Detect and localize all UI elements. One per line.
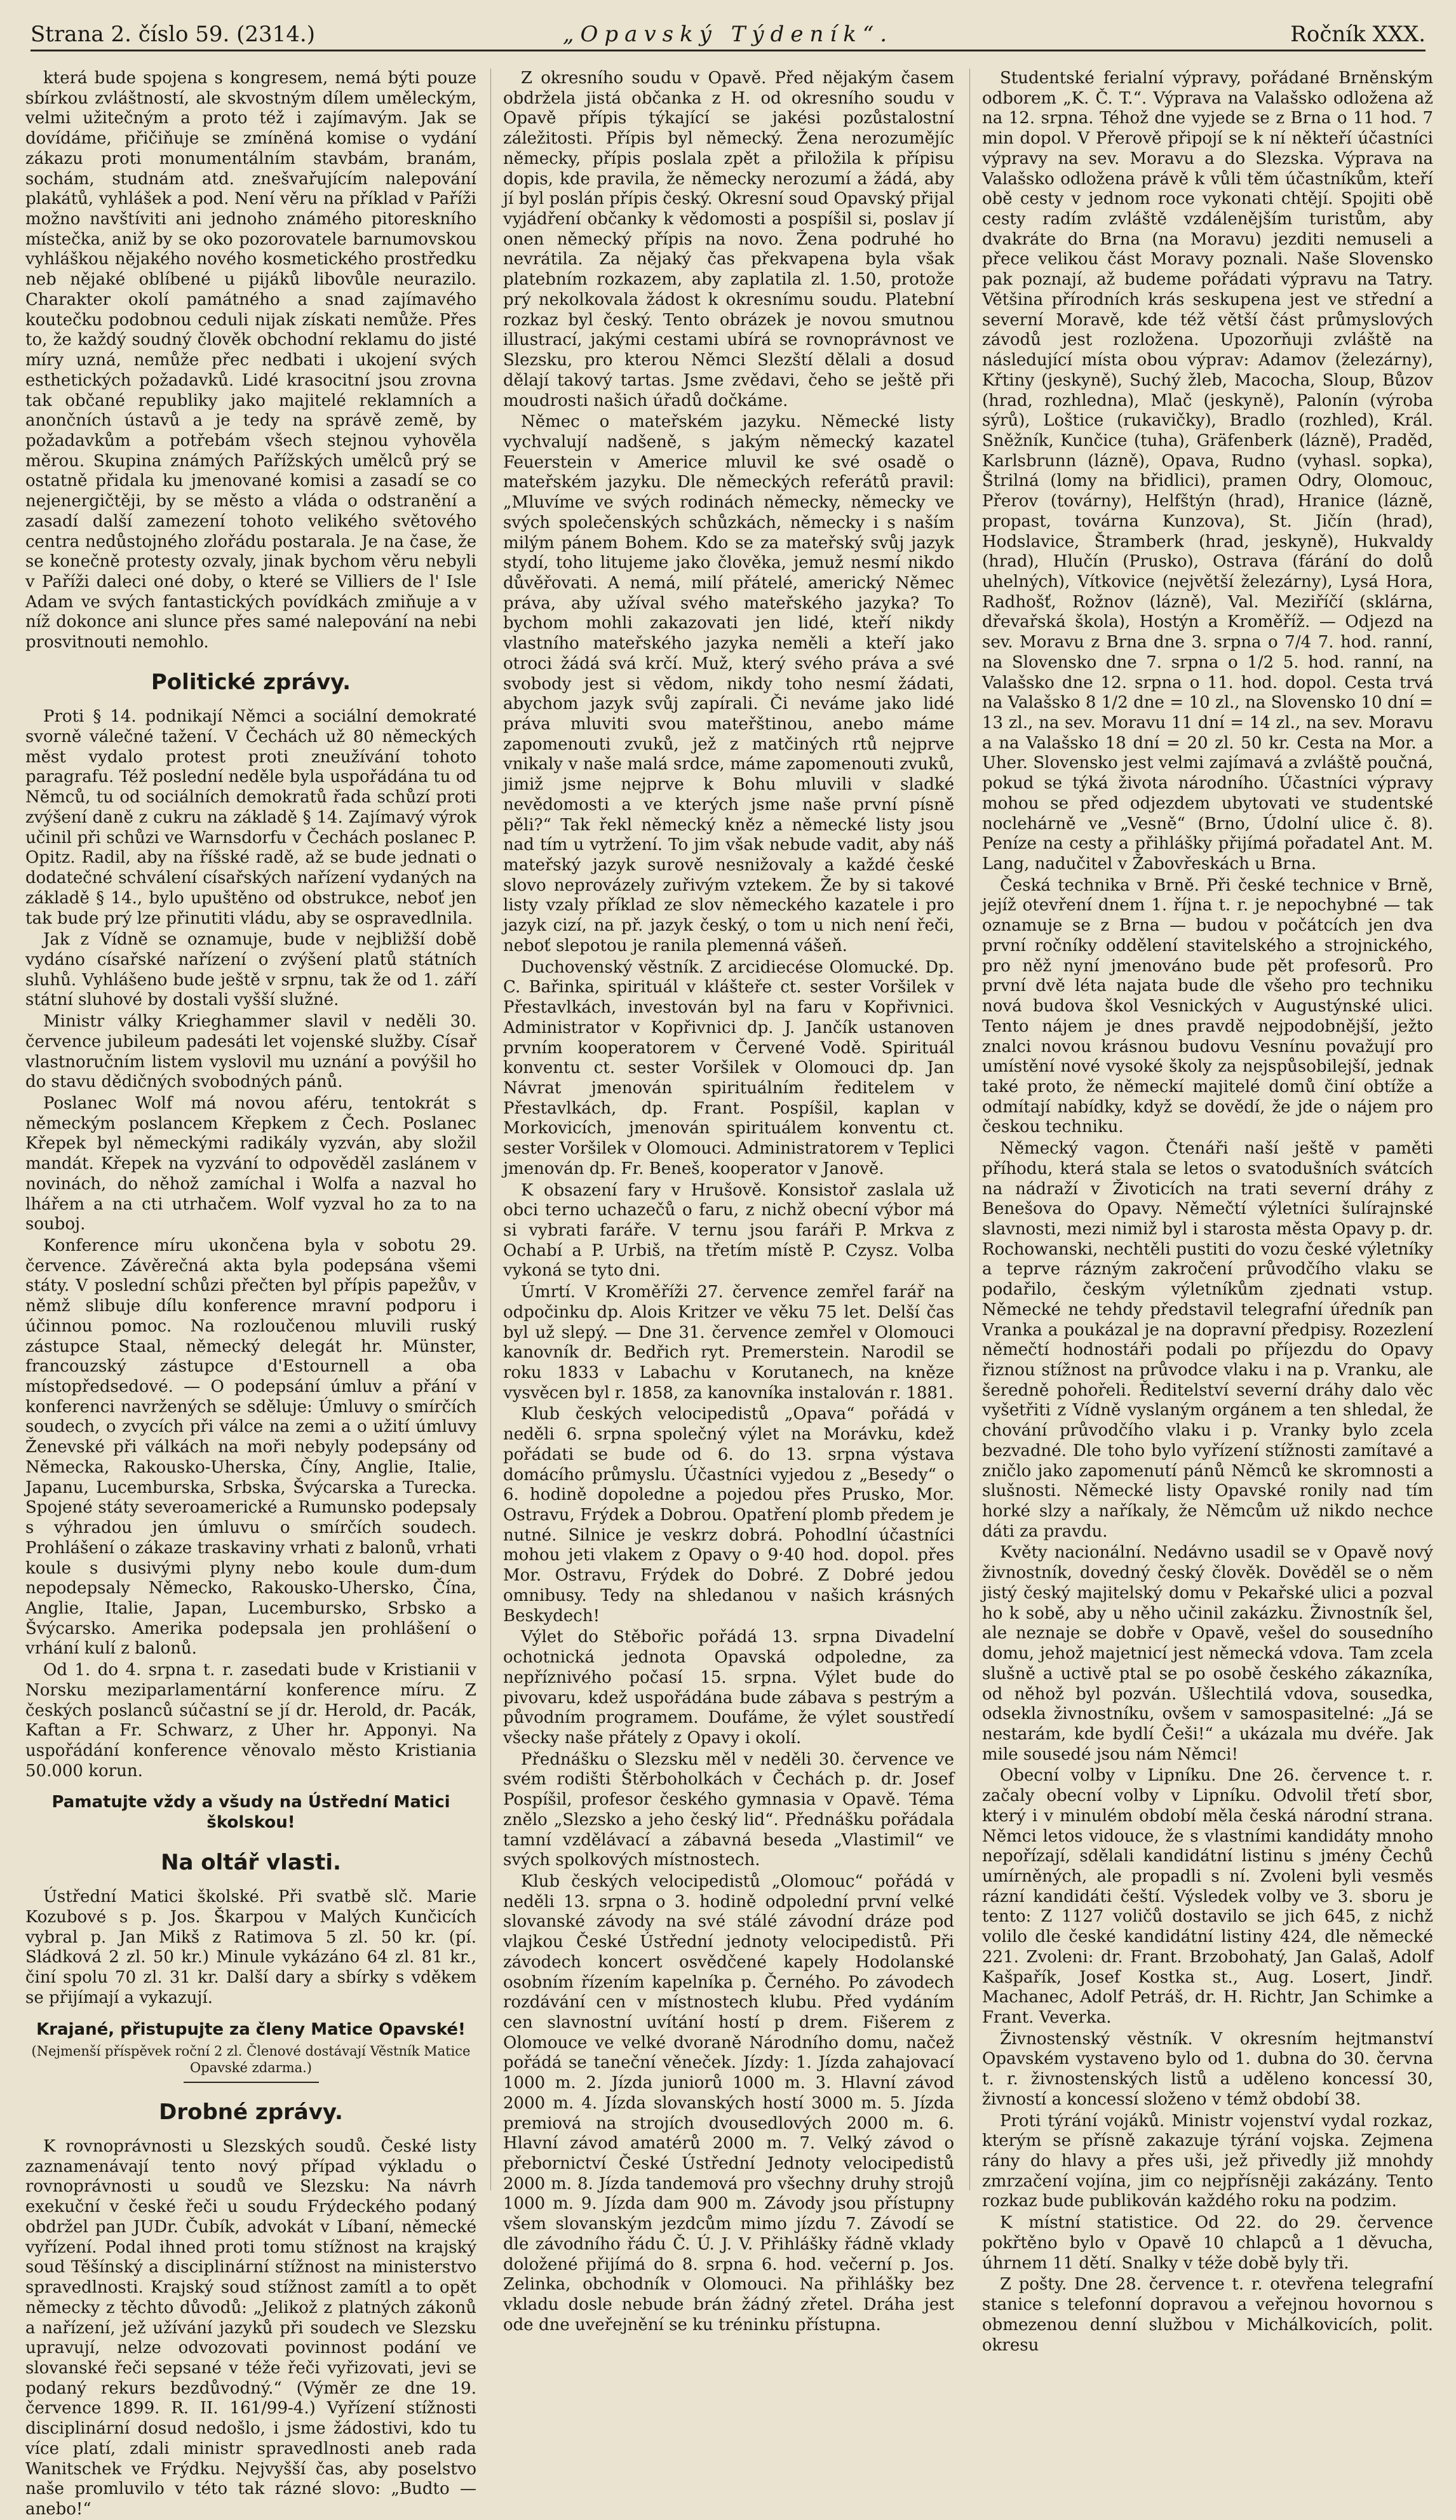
column-2 bbox=[503, 69, 954, 2335]
section-title-politics: Politické zprávy. bbox=[151, 669, 351, 695]
matice-banner: Pamatujte vždy a všudy na Ústřední Matici školskou! bbox=[51, 1793, 450, 1833]
article-paragraph: Klub českých velocipedistů „Opava“ pořádá v neděli 6. srpna společný výlet na Morávku, kdež pořádati se bude od 6. do 13. srpna výstava domácího průmyslu. Účastníci vyjedou z „Besedy“ o 6. hodině dopoledne a pojedou přes Prusko, Mor. Ostravu, Frýdek a Dobrou. Opatření plomb předem je nutné. Silnice je veskrz dobrá. Pohodlní účastníci mohou jeti vlakem z Opavy o 9·40 hod. dopol. přes Mor. Ostravu, Frýdek do Dobré. Z Dobré jedou omnibusy. Tedy na shledanou v našich krásných Beskydech! bbox=[503, 1405, 954, 1626]
article-paragraph: Klub českých velocipedistů „Olomouc“ pořádá v neděli 13. srpna o 3. hodině odpolední první velké slovanské závody na své stálé závodní dráze pod vlajkou České Ústřední jednoty velocipedistů. Při závodech koncert osvědčené kapely Hodolanské osobním řízením kapelníka p. Černého. Po závodech rozdávání cen v místnostech klubu. Před vydáním cen slavnostní uvítání hostí p drem. Fišerem z Olomouce ve velké dvoraně Národního domu, načež pořádá se taneční věneček. Jízdy: 1. Jízda zahajovací 1000 m. 2. Jízda juniorů 1000 m. 3. Hlavní závod 2000 m. 4. Jízda slovanských hostí 3000 m. 5. Jízda premiová na strojích dvousedlových 2000 m. 6. Hlavní závod amatérů 2000 m. 7. Velký závod o přebornictví České Ústřední Jednoty velocipedistů 2000 m. 8. Jízda tandemová pro všechny druhy strojů 1000 m. 9. Jízda dam 900 m. Závody jsou přístupny všem slovanským jezdcům mimo jízdu 7. Závodí se dle závodního řádu Č. Ú. J. V. Přihlášky řádně vklady doložené přijímá do 8. srpna 6. hod. večerní p. Jos. Zelinka, obchodník v Olomouci. Na přihlášky bez vkladu dosle nebude brán žádný zřetel. Dráha jest ode dne uveřejnění se ku tréninku přístupna. bbox=[503, 1871, 954, 2335]
volume-number: Ročník XXX. bbox=[1290, 22, 1426, 47]
article-paragraph: Studentské ferialní výpravy, pořádané Brněnským odborem „K. Č. T.“. Výprava na Valašsko odložena až na 12. srpna. Téhož dne vyjede se z Brna o 11 hod. 7 min dopol. V Přerově připojí se k ní někteří účastníci výpravy na sev. Moravu a do Slezska. Výprava na Valašsko odložena právě k vůli těm účastníkům, kteří obě cesty v jednom roce vykonati chtějí. Spojiti obě cesty radím zvláště vzdálenějším turistům, aby dvakráte do Brna (na Moravu) jezditi nemuseli a přece velikou část Moravy poznali. Naše Slovensko pak poznají, až budeme pořádati výpravu na Tatry. Většina přírodních krás seskupena jest ve střední a severní Moravě, kde též větší část průmyslových závodů jest rozložena. Upozorňuji zvláště na následující místa obou výprav: Adamov (železárny), Křtiny (jeskyně), Suchý žleb, Macocha, Sloup, Bůzov (hrad, rozhledna), Mlač (jeskyně), Palonín (výroba sýrů), Loštice (rukavičky), Bradlo (rozhled), Král. Sněžník, Kunčice (tuha), Gräfenberk (lázně), Praděd, Karlsbrunn (lázně), Opava, Rudno (vyhasl. sopka), Štrilná (lomy na břidlici), pramen Odry, Olomouc, Přerov (továrny), Helfštýn (hrad), Hranice (lázně, propast, továrna Kunzova), St. Jičín (hrad), Hodslavice, Štramberk (hrad, jeskyně), Hukvaldy (hrad), Hlučín (Prusko), Ostrava (fárání do dolů uhelných), Vítkovice (největší železárny), Lysá Hora, Radhošť, Rožnov (lázně), Val. Meziříčí (sklárna, dřevařská škola), Hostýn a Kroměříž. — Odjezd na sev. Moravu z Brna dne 3. srpna o 7/4 7. hod. ranní, na Slovensko dne 7. srpna o 1/2 5. hod. ranní, na Valašsko dne 12. srpna o 11. hod. dopol. Cesta trvá na Valašsko 8 1/2 dne = 10 zl., na Slovensko 10 dní = 13 zl., na sev. Moravu 11 dní = 14 zl., na sev. Moravu a na Valašsko 18 dní = 20 zl. 50 kr. Cesta na Mor. a Uher. Slovensko jest velmi zajímavá a zvláště poučná, pokud se týká života národního. Účastníci výpravy mohou se před odjezdem ubytovati ve studentské noclehárně ve „Vesně“ (Brno, Údolní ulice č. 8). Peníze na cesty a přihlášky přijímá pořadatel Ant. M. Lang, nadučitel v Žabovřeskách u Brna. bbox=[982, 69, 1433, 874]
article-paragraph: K místní statistice. Od 22. do 29. července pokřtěno bylo v Opavě 10 chlapců a 1 děvucha, úhrnem 11 dětí. Snalky v téže době byly tři. bbox=[982, 2213, 1433, 2273]
article-paragraph: Ústřední Matici školské. Při svatbě slč. Marie Kozubové s p. Jos. Škarpou v Malých Kunčicích vybral p. Jan Mikš z Ratimova 5 zl. 50 kr. (pí. Sládková 2 zl. 50 kr.) Minule vykázáno 64 zl. 81 kr., činí spolu 70 zl. 31 kr. Další dary a sbírky s vděkem se přijímají a vykazují. bbox=[25, 1887, 476, 2007]
membership-note: (Nejmenší příspěvek roční 2 zl. Členové dostávají Věstník Matice Opavské zdarma.) bbox=[31, 2044, 471, 2075]
article-paragraph: Jak z Vídně se oznamuje, bude v nejbližší době vydáno císařské nařízení o zvýšení platů státních sluhů. Vyhlášeno bude ještě v srpnu, tak že od 1. září státní sluhové by dostali vyšší služné. bbox=[25, 930, 476, 1010]
membership-banner: Krajané, přistupujte za členy Matice Opavské! bbox=[36, 2019, 466, 2039]
article-paragraph: K obsazení fary v Hrušově. Konsistoř zaslala už obci terno uchazečů o faru, z nichž obecní výbor má si vybrati faráře. V ternu jsou faráři P. Mrkva z Ochabí a P. Urbiš, na třetím místě P. Czysz. Volba vykoná se tyto dni. bbox=[503, 1180, 954, 1281]
article-paragraph: Němec o mateřském jazyku. Německé listy vychvalují nadšeně, s jakým německý kazatel Feuerstein v Americe mluvil ke své osadě o mateřském jazyku. Dle německých referátů pravil: „Mluvíme ve svých rodinách německy, německy ve svých společenských schůzkách, německy i s naším milým pánem Bohem. Kdo se za mateřský svůj jazyk stydí, toho litujeme jako člověka, jemuž nesmí nikdo důvěřovati. A nemá, milí přátelé, americký Němec práva, aby užíval svého mateřského jazyka? To bychom mohli zakazovati jen lidé, kteří nikdy vlastního mateřského jazyka neměli a kteří jako otroci žádá svá krčí. Muž, který svého práva a své svobody jest si vědom, nikdy toho nesmí žádati, abychom jazyk svůj zapírali. Či neváme jako lidé práva mluviti svou mateřštinou, anebo máme zapomenouti zvuků, jež z matčiných rtů nejprve vnikaly v naše malá srdce, máme zapomenouti zvuků, jimiž jsme nejprve k Bohu mluvili v sladké nevědomosti a ve kterých jsme naše první písně pěli?“ Tak řekl německý kněz a německé listy jsou nad tím u vytržení. To jim však nebude vadit, aby náš mateřský jazyk surově nesnižovaly a každé české slovo neprovázely zuřivým vztekem. Že by si takové listy vzaly příklad ze slov německého kazatele i pro jazyk cizí, na př. jazyk český, o tom u nich není řeči, neboť slepotou je ranila plemenná vášeň. bbox=[503, 412, 954, 955]
article-paragraph: Proti týrání vojáků. Ministr vojenství vydal rozkaz, kterým se přísně zakazuje týrání vojska. Zejmena rány do hlavy a přes uši, jež přivedly již mnohdy zmrzačení vojína, jim co nejpřísněji zakázány. Tento rozkaz bude publikován každého roku na podzim. bbox=[982, 2111, 1433, 2211]
article-paragraph: Od 1. do 4. srpna t. r. zasedati bude v Kristianii v Norsku meziparlamentární konference míru. Z českých poslanců súčastní se jí dr. Herold, dr. Pacák, Kaftan a Fr. Schwarz, z Uher hr. Apponyi. Na uspořádání konference věnovalo město Kristiania 50.000 korun. bbox=[25, 1661, 476, 1781]
article-paragraph: Ministr války Krieghammer slavil v neděli 30. července jubileum padesáti let vojenské služby. Císař vlastnoručním listem vyslovil mu uznání a povýšil ho do stavu dědičných svobodných pánů. bbox=[25, 1012, 476, 1092]
section-title-news: Drobné zprávy. bbox=[159, 2099, 343, 2125]
article-paragraph: Konference míru ukončena byla v sobotu 29. července. Závěrečná akta byla podepsána všemi státy. V poslední schůzi přečten byl přípis papežův, v němž slibuje dílu konference mravní podporu i účinnou pomoc. Na rozloučenou mluvili ruský zástupce Staal, německý delegát hr. Münster, francouzský zástupce d'Estournell a oba místopředsedové. — O podepsání úmluv a přání v konferenci navržených se sděluje: Úmluvy o smírčích soudech, o zvycích při válce na zemi a o užití úmluvy Ženevské při válkách na moři nebyly podepsány od Německa, Rakousko-Uherska, Číny, Anglie, Italie, Japanu, Lucemburska, Srbska, Švýcarska a Turecka. Spojené státy severoamerické a Rumunsko podepsaly s výhradou jen úmluvu o smírčích soudech. Prohlášení o zákaze traskaviny vrhati z balonů, vrhati koule s dusivými plyny nebo koule dum-dum nepodepsaly Německo, Rakousko-Uhersko, Čína, Anglie, Italie, Japan, Lucembursko, Srbsko a Švýcarsko. Amerika podepsala jen prohlášení o vrhání kulí z balonů. bbox=[25, 1236, 476, 1659]
article-paragraph: K rovnoprávnosti u Slezských soudů. České listy zaznamenávají tento nový případ výkladu o rovnoprávnosti u soudů ve Slezsku: Na návrh exekuční v české řeči u soudu Frýdeckého podaný obdržel pan JUDr. Čubík, advokát v Líbaní, německé vyřízení. Podal ihned proti tomu stížnost na krajský soud Těšínský a disciplinární stížnost na ministerstvo spravedlnosti. Krajský soud stížnost zamítl a to opět německy z těchto důvodů: „Jelikož z platných zákonů a nařízení, jež užívání jazyků při soudech ve Slezsku upravují, nelze odvozovati povinnost podání ve slovanské řeči sepsané v téže řeči vyřizovati, jevi se podaný rekurs bezdůvodný.“ (Výměr ze dne 19. července 1899. R. II. 161/99-4.) Vyřízení stížnosti disciplinární dosud nedošlo, i jsme žádostivi, kdo tu více platí, zdali ministr spravedlnosti aneb rada Wanitschek ve Frýdku. Nejvyšší čas, aby poselstvo naše promluvilo v této tak rázné slovo: „Budto — anebo!“ bbox=[25, 2137, 476, 2519]
divider bbox=[184, 2082, 319, 2083]
article-paragraph: Květy nacionální. Nedávno usadil se v Opavě nový živnostník, dovedný český člověk. Dověděl se o něm jistý český majitelský domu v Pekařské ulici a pozval ho k sobě, aby u něho učinil zakázku. Živnostník šel, ale neznaje se dobře v Opavě, vešel do sousedního domu, jehož majetnicí jest německá vdova. Tam zcela slušně a uctivě ptal se po osobě českého zákazníka, od něhož byl pozván. Ušlechtilá vdova, sousedka, odsekla živnostníku, ovšem v samospasitelné: „Já se nestarám, kde bydlí Češi!“ a ukázala mu dvéře. Jak mile sousedé jsou nám Němci! bbox=[982, 1543, 1433, 1764]
article-paragraph: Výlet do Stěbořic pořádá 13. srpna Divadelní ochotnická jednota Opavská odpoledne, za nepříznivého počasí 15. srpna. Výlet bude do pivovaru, kdež uspořádána bude zábava s pestrým a původním programem. Doufáme, že výlet soustředí všecky naše přátely z Opavy i okolí. bbox=[503, 1627, 954, 1748]
article-paragraph: Proti § 14. podnikají Němci a sociální demokraté svorně válečné tažení. V Čechách už 80 německých měst vydalo protest proti zneužívání tohoto paragrafu. Též poslední neděle byla uspořádána tu od Němců, tu od sociálních demokratů řada schůzí proti zvýšení daně z cukru na základě § 14. Zajímavý výrok učinil při schůzi ve Warnsdorfu v Čechách poslanec P. Opitz. Radil, aby na říšské radě, až se bude jednati o dodatečné schválení císařských nařízení vydaných na základě § 14., bylo upuštěno od obstrukce, neboť jen tak bude prý lze přinutiti vládu, aby se ospravedlnila. bbox=[25, 707, 476, 928]
article-paragraph: Z okresního soudu v Opavě. Před nějakým časem obdržela jistá občanka z H. od okresního soudu v Opavě přípis týkající se jakési pozůstalostní záležitosti. Přípis byl německý. Žena nerozumějíc německy, přípis poslala zpět a přiložila k přípisu dopis, kde pravila, že německy nerozumí a žádá, aby jí byl poslán přípis český. Okresní soud Opavský přijal vyjádření občanky k vědomosti a pospíšil si, poslav jí onen německý přípis na novo. Žena podruhé ho nevrátila. Za nějaký čas překvapena byla však platebním rozkazem, aby zaplatila zl. 1.50, protože prý nekolkovala žádost k okresnímu soudu. Platební rozkaz byl český. Tento obrázek je novou smutnou illustrací, jakými cestami ubírá se rovnoprávnost ve Slezsku, pro kterou Němci Slezští dělali a dosud dělají takový tartas. Jsme zvědavi, čeho se ještě při moudrosti našich úřadů dočkáme. bbox=[503, 69, 954, 410]
column-3 bbox=[982, 69, 1433, 2355]
section-title-donations: Na oltář vlasti. bbox=[161, 1849, 341, 1875]
article-paragraph: Živnostenský věstník. V okresním hejtmanství Opavském vystaveno bylo od 1. dubna do 30. června t. r. živnostenských listů a udělenо koncessí 30, živností a koncessí složeno v témž období 38. bbox=[982, 2029, 1433, 2109]
article-paragraph: Přednášku o Slezsku měl v neděli 30. července ve svém rodišti Štěrboholkách v Čechách p. dr. Josef Pospíšil, profesor českého gymnasia v Opavě. Téma znělo „Slezsko a jeho český lid“. Přednášku pořádala tamní vzdělávací a zábavná beseda „Vlastimil“ ve svých spolkových místnostech. bbox=[503, 1749, 954, 1870]
article-paragraph: Úmrtí. V Kroměříži 27. července zemřel farář na odpočinku dp. Alois Kritzer ve věku 75 let. Delší čas byl už slepý. — Dne 31. července zemřel v Olomouci kanovník dr. Bedřich ryt. Premerstein. Narodil se roku 1833 v Labachu v Korutanech, na kněze vysvěcen byl r. 1858, za kanovníka instalován r. 1881. bbox=[503, 1283, 954, 1403]
article-paragraph: Obecní volby v Lipníku. Dne 26. července t. r. začaly obecní volby v Lipníku. Odvolil třetí sbor, který i v minulém období měla česká národní strana. Němci letos vidouce, že s vlastními kandidáty mnoho nepořízají, sdělali kandidátní listinu s jmény Čechů umírněných, ale propadli s ní. Zvoleni byli vesměs rázní kandidáti čeští. Výsledek volby ve 3. sboru je tento: Z 1127 voličů dostavilo se jich 645, z nichž volilo dle české kandidátní listiny 424, dle německé 221. Zvoleni: dr. Frant. Brzobohatý, Jan Galaš, Adolf Kašpařík, Josef Kostka st., Aug. Losert, Jindř. Machanec, Adolf Petráš, dr. H. Richtr, Jan Schimke a Frant. Veverka. bbox=[982, 1766, 1433, 2027]
column-1 bbox=[25, 69, 476, 2519]
article-paragraph: která bude spojena s kongresem, nemá býti pouze sbírkou zvláštností, ale skvostným dílem uměleckým, velmi užitečným a proto též i zajímavým. Jak se dovídáme, přičiňuje se zmíněná komise o vydání zákazu proti monumentálním stavbám, branám, sochám, studnám atd. znešvařujícím nalepování plakátů, vyhlášek a pod. Není věru na příklad v Paříži možno navštíviti ani jednoho známého pitoreskního místečka, aniž by se oko pozorovatele barnumovskou vyhláškou nějakého nového kosmetického prostředku neb nějaké oblíbené u pijáků libovůle neurazilo. Charakter okolí památného a snad zajímavého koutečku podobnou ceduli nijak získati nemůže. Přes to, že každý soudný člověk obchodní reklamu do jisté míry uzná, nemůže přec nedbati i ukojení svých esthetických požadavků. Lidé krasocitní jsou zrovna tak občané republiky jako majitelé reklamních a anončních ústavů a je tedy na správě země, by požadavkům a potřebám všech stejnou vyhověla měrou. Skupina známých Pařížských umělců prý se ostatně přidala ku jmenované komisi a zasadí se co nejenergičtěji, by se město a vláda o odstranění a zasadí další zamezení tohoto velikého světového centra nedůstojného zlořádu postarala. Je na čase, že se konečně protesty ozvaly, jinak bychom věru nebyli v Paříži daleci oné doby, o které se Villiers de l' Isle Adam ve svých fantastických povídkách zmiňuje a v níž dokonce ani slunce přes samé nalepování na nebi prosvitnouti nemohlo. bbox=[25, 69, 476, 652]
article-paragraph: Z pošty. Dne 28. července t. r. otevřena telegrafní stanice s telefonní dopravou a veřejnou hovornou s obmezenou denní službou v Michálkovicích, polit. okresu bbox=[982, 2275, 1433, 2355]
article-paragraph: Česká technika v Brně. Při české technice v Brně, jejíž otevření dnem 1. října t. r. je nepochybné — tak oznamuje se z Brna — budou v počátcích jen dva první ročníky oddělení stavitelského a strojnického, pro něž nyní jmenováno bude pět profesorů. Pro první dvě léta najata bude dle všeho pro techniku nová budova škol Vesnických v Augustýnské ulici. Tento nájem je dnes pravdě nejpodobnější, ježto znalci novou krásnou budovu Vesnínu považují pro umístění nové vysoké školy za nejspůsobilejší, jednak také proto, že německí majitelé domů činí obtíže a odmítají nabídky, když se dovědí, že jde o nájem pro českou techniku. bbox=[982, 875, 1433, 1137]
masthead bbox=[30, 18, 1426, 51]
article-paragraph: Duchovenský věstník. Z arcidiecése Olomucké. Dp. C. Bařinka, spirituál v klášteře ct. sester Voršilek v Přestavlkách, investován byl na faru v Kopřivnici. Administrator v Kopřivnici dp. J. Jančík ustanoven prvním kooperatorem v Červené Vodě. Spirituál konventu ct. sester Voršilek v Olomouci dp. Jan Návrat jmenován spirituálním ředitelem v Přestavlkách, dp. Frant. Pospíšil, kaplan v Morkovicích, jmenován spirituálem konventu ct. sester Voršilek v Olomouci. Administratorem v Teplici jmenován dp. Fr. Beneš, kooperator v Janově. bbox=[503, 957, 954, 1178]
article-paragraph: Poslanec Wolf má novou aféru, tentokrát s německým poslancem Křepkem z Čech. Poslanec Křepek byl německými radikály vyzván, aby složil mandát. Křepek na vyzvání to odpověděl zaslánem v novinách, do něhož zamíchal i Wolfa a nazval ho lhářem a na cti utrhačem. Wolf vyzval ho za to na souboj. bbox=[25, 1093, 476, 1234]
issue-number: Strana 2. číslo 59. (2314.) bbox=[30, 22, 315, 47]
newspaper-title: „Opavský Týdeník“. bbox=[562, 22, 894, 47]
article-paragraph: Německý vagon. Čtenáři naší ještě v paměti příhodu, která stala se letos o svatodušních svátcích na nádraží v Životicích na trati severní dráhy z Benešova do Opavy. Němečtí výletníci šulírajnské slavnosti, mezi nimiž byl i starosta města Opavy p. dr. Rochowanski, nechtěli pustiti do vozu české výletníky a teprve rázným zakročení průvodčího vlaku se podařilo, českým výletníkům zjednati vstup. Německé ne tehdy představil telegrafní úředník pan Vranka a poukázal je na dopravní předpisy. Rozezlení němečtí hodnostáři podali po příjezdu do Opavy řiznou stížnost na průvodce vlaku i na p. Vranku, ale šeredně pohořeli. Ředitelství severní dráhy dalo věc vyšetřiti z Vídně vyslaným orgánem a ten shledal, že chování průvodčího vlaku i p. Vranky bylo zcela bezvadné. Dle toho bylo vyřízení stížnosti zamítavé a zničlo jako zapomenutí pánů Němců ke skromnosti a slušnosti. Německé listy Opavské ronily nad tím horké slzy a naříkaly, že Němcům už nikdo nechce dáti za pravdu. bbox=[982, 1139, 1433, 1541]
